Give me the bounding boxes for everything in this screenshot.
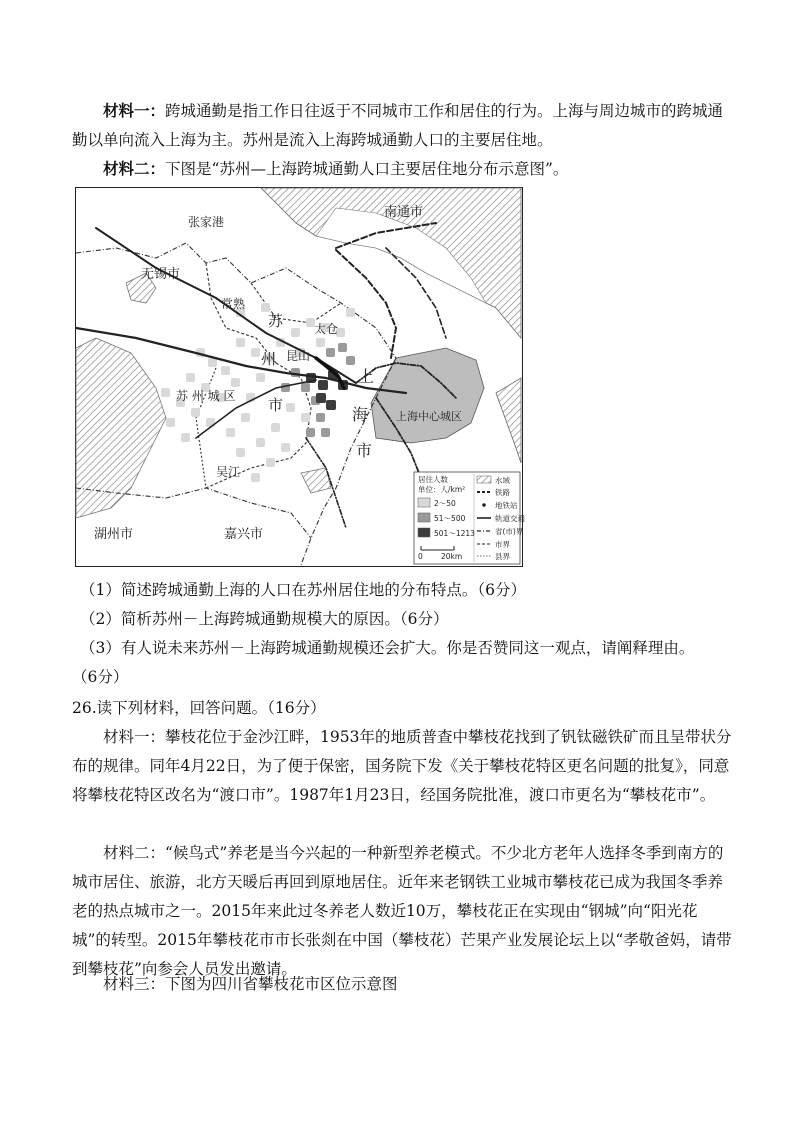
legend-class-2: 51～500: [434, 514, 466, 523]
legend-station: 地铁站: [495, 501, 518, 510]
label-changshu: 常熟: [221, 297, 246, 311]
suzhou-shanghai-commute-map: [75, 187, 523, 567]
map-legend: [414, 472, 525, 564]
legend-class-3: 501～1213: [434, 529, 475, 538]
material-1: [72, 96, 732, 155]
label-shang: 上: [358, 367, 375, 386]
material-2: [72, 154, 732, 184]
legend-county-border: 县界: [495, 552, 510, 561]
label-shi: 市: [268, 396, 284, 414]
label-wujiang: 吴江: [216, 465, 241, 479]
label-kunshan: 昆山: [286, 349, 311, 363]
label-zhou: 州: [261, 350, 277, 368]
material-2-text: 下图是“苏州—上海跨城通勤人口主要居住地分布示意图”。: [165, 160, 569, 178]
label-shanghai-center: 上海中心城区: [396, 410, 462, 423]
legend-transit: 轨道交通: [495, 514, 525, 523]
label-zhangjiagang: 张家港: [188, 215, 225, 229]
legend-scale-dist: 20km: [441, 552, 463, 561]
legend-province-border: 省(市)界: [495, 527, 524, 536]
question-3: （3）有人说未来苏州－上海跨城通勤规模还会扩大。你是否赞同这一观点，请阐释理由。: [80, 639, 695, 657]
legend-railway: 铁路: [495, 488, 510, 497]
label-wuxi: 无锡市: [141, 267, 181, 282]
label-taicang: 太仓: [314, 322, 339, 336]
legend-unit: 单位：人/km²: [418, 485, 466, 494]
material-1-label: 材料一：: [103, 101, 166, 120]
label-shi2: 市: [356, 441, 373, 460]
material-2-label: 材料二：: [103, 159, 166, 178]
legend-water: 水域: [495, 476, 510, 485]
q26-material-2: 材料二：“候鸟式”养老是当今兴起的一种新型养老模式。不少北方老年人选择冬季到南方的城市居住、旅游，北方天暖后再回到原地居住。近年来老钢铁工业城市攀枝花已成为我国冬季养老的热点城市之一。2015年来此过冬养老人数近10万，攀枝花正在实现由“钢城”向“阳光花城”的转型。2015年攀枝花市市长张剡在中国（攀枝花）芒果产业发展论坛上以“孝敬爸妈，请带到攀枝花”向参会人员发出邀请。: [72, 844, 732, 978]
question-3-score: （6分）: [72, 668, 129, 686]
material-1-text: 跨城通勤是指工作日往返于不同城市工作和居住的行为。上海与周边城市的跨城通勤以单向流入上海为主。苏州是流入上海跨城通勤人口的主要居住地。: [72, 102, 724, 149]
legend-class-1: 2～50: [434, 499, 456, 508]
q26-material-3: 材料三：下图为四川省攀枝花市区位示意图: [103, 975, 398, 993]
legend-title: 居住人数: [418, 475, 448, 484]
question-26-title: 26.读下列材料，回答问题。（16分）: [72, 699, 326, 717]
label-suzhou-city: 苏 州 城 区: [176, 389, 236, 403]
label-huzhou: 湖州市: [94, 527, 134, 542]
label-jiaxing: 嘉兴市: [224, 527, 264, 542]
q26-material-1: 材料一：攀枝花位于金沙江畔，1953年的地质普查中攀枝花找到了钒钛磁铁矿而且呈带状分布的规律。同年4月22日，为了便于保密，国务院下发《关于攀枝花特区更名问题的批复》，同意将攀枝花特区改名为“渡口市”。1987年1月23日，经国务院批准，渡口市更名为“攀枝花市”。: [72, 728, 732, 804]
question-1: （1）简述跨城通勤上海的人口在苏州居住地的分布特点。（6分）: [80, 581, 526, 599]
legend-city-border: 市界: [495, 540, 510, 549]
shanghai-center-area: [371, 348, 484, 443]
label-nantong: 南通市: [384, 205, 424, 220]
legend-scale-zero: 0: [418, 552, 423, 561]
question-2: （2）简析苏州－上海跨城通勤规模大的原因。（6分）: [80, 610, 449, 628]
label-hai: 海: [352, 405, 369, 424]
label-su: 苏: [268, 312, 284, 330]
